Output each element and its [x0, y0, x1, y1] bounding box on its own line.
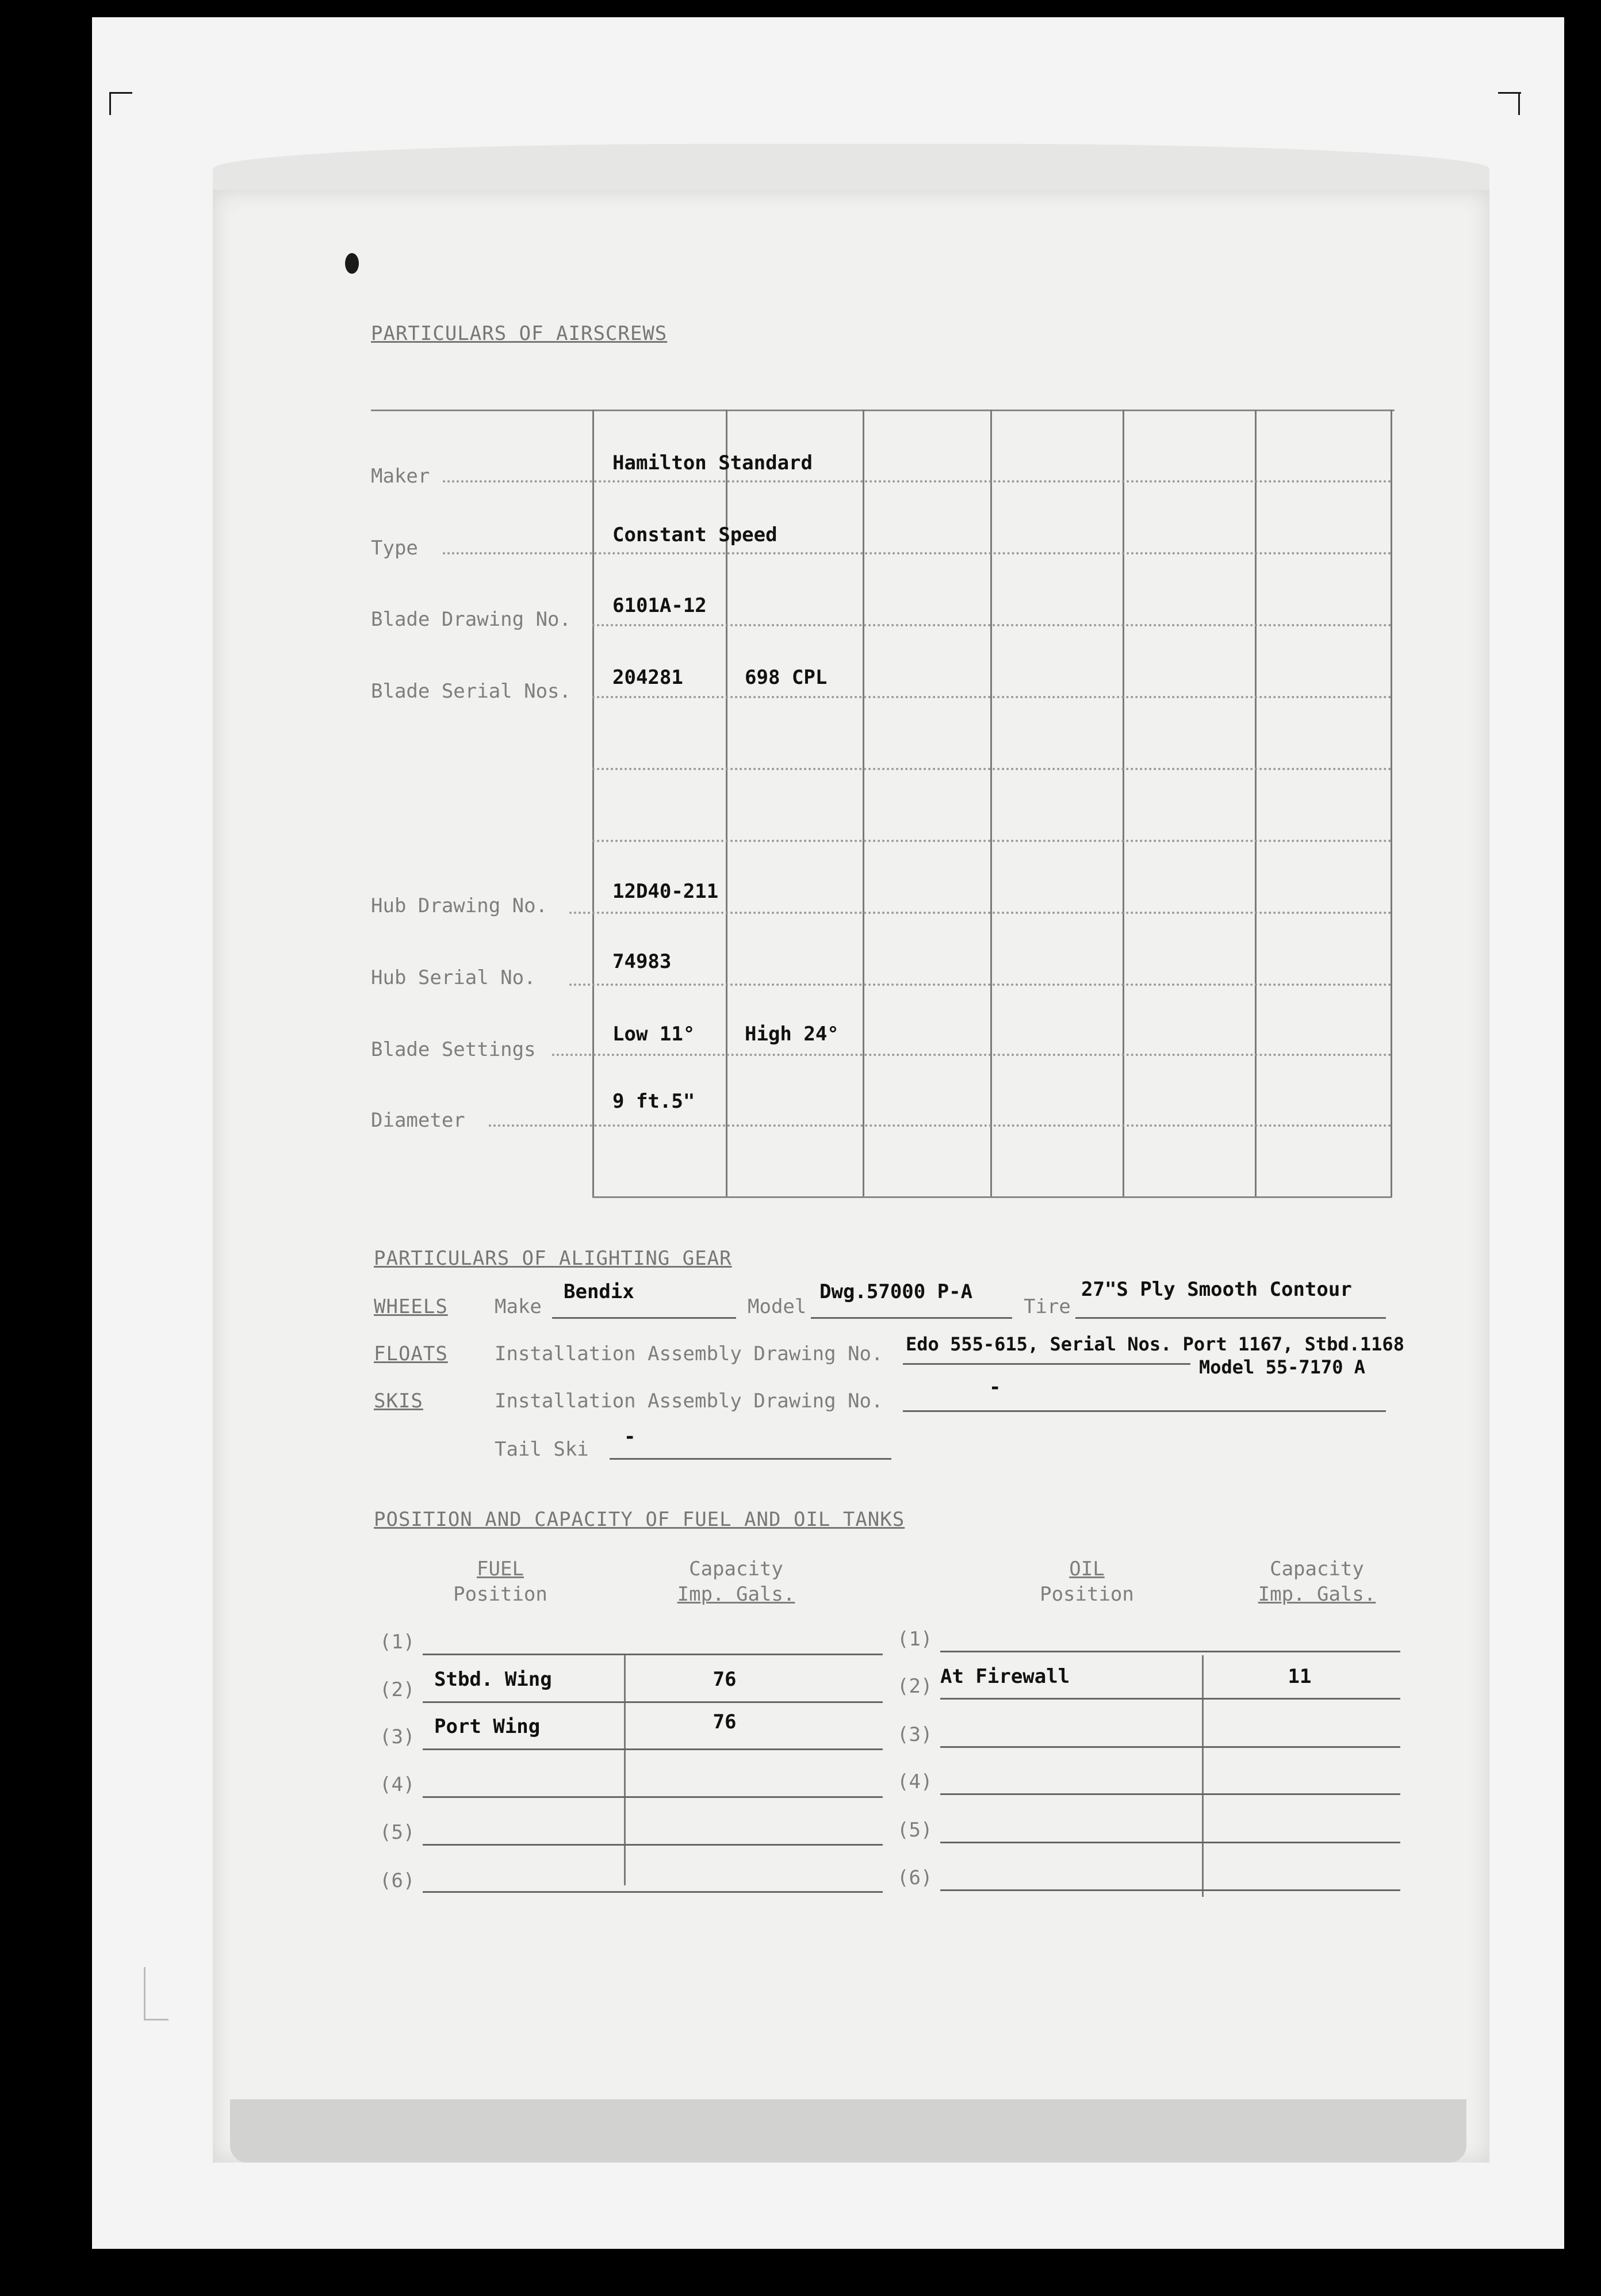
dotted-row: [552, 1054, 1392, 1056]
oil-row-line: [940, 1746, 1400, 1748]
oil-row-number: (2): [897, 1675, 933, 1698]
oil-capacity-label: Capacity: [1270, 1558, 1364, 1581]
dotted-row: [569, 912, 1392, 914]
crop-mark: [144, 1967, 168, 2021]
model-value: Dwg.57000 P-A: [819, 1280, 973, 1303]
dotted-row: [443, 552, 1392, 554]
fuel-units-label: Imp. Gals.: [677, 1583, 795, 1606]
grid-vline: [990, 410, 992, 1197]
oil-row-number: (5): [897, 1819, 933, 1842]
floats-model-value: Model 55-7170 A: [1199, 1356, 1365, 1378]
maker-label: Maker: [371, 465, 430, 488]
fuel-row-line: [423, 1748, 883, 1750]
oil-row-line: [940, 1842, 1400, 1843]
model-label: Model: [748, 1295, 807, 1318]
floats-underline: [903, 1363, 1190, 1365]
tire-underline: [1075, 1317, 1386, 1319]
fuel-capacity-label: Capacity: [689, 1558, 783, 1581]
skis-value: -: [989, 1376, 1001, 1399]
dotted-row: [592, 696, 1392, 698]
grid-vline: [1391, 410, 1392, 1197]
fuel-row-number: (6): [380, 1869, 415, 1892]
type-value: Constant Speed: [612, 523, 777, 546]
table-bottom-border: [592, 1196, 1392, 1198]
skis-label: SKIS: [374, 1390, 423, 1413]
floats-install-label: Installation Assembly Drawing No.: [495, 1342, 883, 1365]
grid-vline: [592, 410, 594, 1197]
tire-label: Tire: [1024, 1295, 1071, 1318]
fuel-label: FUEL: [477, 1558, 524, 1581]
dotted-row: [592, 624, 1392, 626]
maker-value: Hamilton Standard: [612, 451, 813, 474]
model-underline: [811, 1317, 1012, 1319]
fuel-position-2: Stbd. Wing: [434, 1668, 552, 1691]
skis-install-label: Installation Assembly Drawing No.: [495, 1390, 883, 1413]
ink-spot: [345, 253, 359, 274]
fuel-capacity-2: 76: [713, 1668, 737, 1691]
tail-ski-underline: [610, 1458, 891, 1460]
diameter-label: Diameter: [371, 1109, 465, 1132]
blade-drawing-value: 6101A-12: [612, 594, 707, 617]
fuel-row-line: [423, 1701, 883, 1703]
dotted-row: [489, 1124, 1392, 1127]
oil-row-line: [940, 1793, 1400, 1795]
dotted-row: [592, 840, 1392, 842]
oil-row-line: [940, 1698, 1400, 1700]
fuel-row-line: [423, 1844, 883, 1846]
fuel-row-number: (5): [380, 1821, 415, 1844]
blade-settings-label: Blade Settings: [371, 1038, 536, 1061]
tanks-heading: POSITION AND CAPACITY OF FUEL AND OIL TANKS: [374, 1508, 905, 1531]
fuel-position-label: Position: [453, 1583, 547, 1606]
oil-position-2: At Firewall: [940, 1665, 1070, 1688]
airscrews-heading: PARTICULARS OF AIRSCREWS: [371, 322, 668, 345]
fuel-position-3: Port Wing: [434, 1715, 541, 1738]
fuel-row-line: [423, 1796, 883, 1798]
type-label: Type: [371, 537, 418, 560]
fuel-row-number: (2): [380, 1678, 415, 1701]
hub-serial-label: Hub Serial No.: [371, 966, 536, 989]
hub-serial-value: 74983: [612, 950, 672, 973]
oil-row-number: (1): [897, 1628, 933, 1651]
blade-serial-label: Blade Serial Nos.: [371, 680, 571, 703]
dotted-row: [569, 984, 1392, 986]
tail-ski-label: Tail Ski: [495, 1438, 589, 1461]
oil-row-number: (6): [897, 1866, 933, 1889]
hub-drawing-value: 12D40-211: [612, 880, 719, 903]
fuel-row-number: (1): [380, 1631, 415, 1654]
dotted-row: [592, 768, 1392, 770]
oil-row-line: [940, 1651, 1400, 1652]
diameter-value: 9 ft.5": [612, 1090, 695, 1113]
table-top-border: [371, 410, 1395, 411]
blade-settings-low: Low 11°: [612, 1023, 695, 1046]
grid-vline: [1255, 410, 1257, 1197]
tire-value: 27"S Ply Smooth Contour: [1081, 1278, 1352, 1301]
blade-serial-value-1: 204281: [612, 666, 683, 689]
crop-mark: [109, 92, 111, 115]
oil-row-number: (4): [897, 1770, 933, 1793]
make-underline: [552, 1317, 736, 1319]
oil-row-line: [940, 1889, 1400, 1891]
oil-label: OIL: [1069, 1558, 1105, 1581]
make-label: Make: [495, 1295, 542, 1318]
grid-vline: [1123, 410, 1124, 1197]
oil-position-label: Position: [1040, 1583, 1134, 1606]
fuel-capacity-3: 76: [713, 1710, 737, 1734]
crop-mark: [1518, 92, 1520, 115]
fuel-row-number: (3): [380, 1725, 415, 1748]
oil-row-number: (3): [897, 1723, 933, 1746]
crop-mark: [1498, 92, 1521, 94]
hub-drawing-label: Hub Drawing No.: [371, 894, 548, 917]
crop-mark: [109, 92, 132, 94]
fuel-row-line: [423, 1891, 883, 1893]
oil-capacity-2: 11: [1288, 1665, 1312, 1688]
alighting-heading: PARTICULARS OF ALIGHTING GEAR: [374, 1247, 732, 1270]
paper-bottom-fold: [230, 2099, 1466, 2163]
oil-col-divider: [1202, 1655, 1204, 1897]
blade-serial-value-2: 698 CPL: [745, 666, 828, 689]
oil-units-label: Imp. Gals.: [1258, 1583, 1376, 1606]
fuel-col-divider: [624, 1655, 626, 1885]
fuel-row-number: (4): [380, 1773, 415, 1796]
wheels-label: WHEELS: [374, 1295, 448, 1318]
floats-label: FLOATS: [374, 1342, 448, 1365]
blade-drawing-label: Blade Drawing No.: [371, 608, 571, 631]
tail-ski-value: -: [624, 1425, 636, 1448]
grid-vline: [863, 410, 864, 1197]
skis-underline: [903, 1410, 1386, 1412]
make-value: Bendix: [564, 1280, 634, 1303]
blade-settings-high: High 24°: [745, 1023, 839, 1046]
dotted-row: [443, 480, 1392, 483]
floats-value: Edo 555-615, Serial Nos. Port 1167, Stbd.1168: [906, 1333, 1404, 1355]
fuel-row-line: [423, 1654, 883, 1655]
